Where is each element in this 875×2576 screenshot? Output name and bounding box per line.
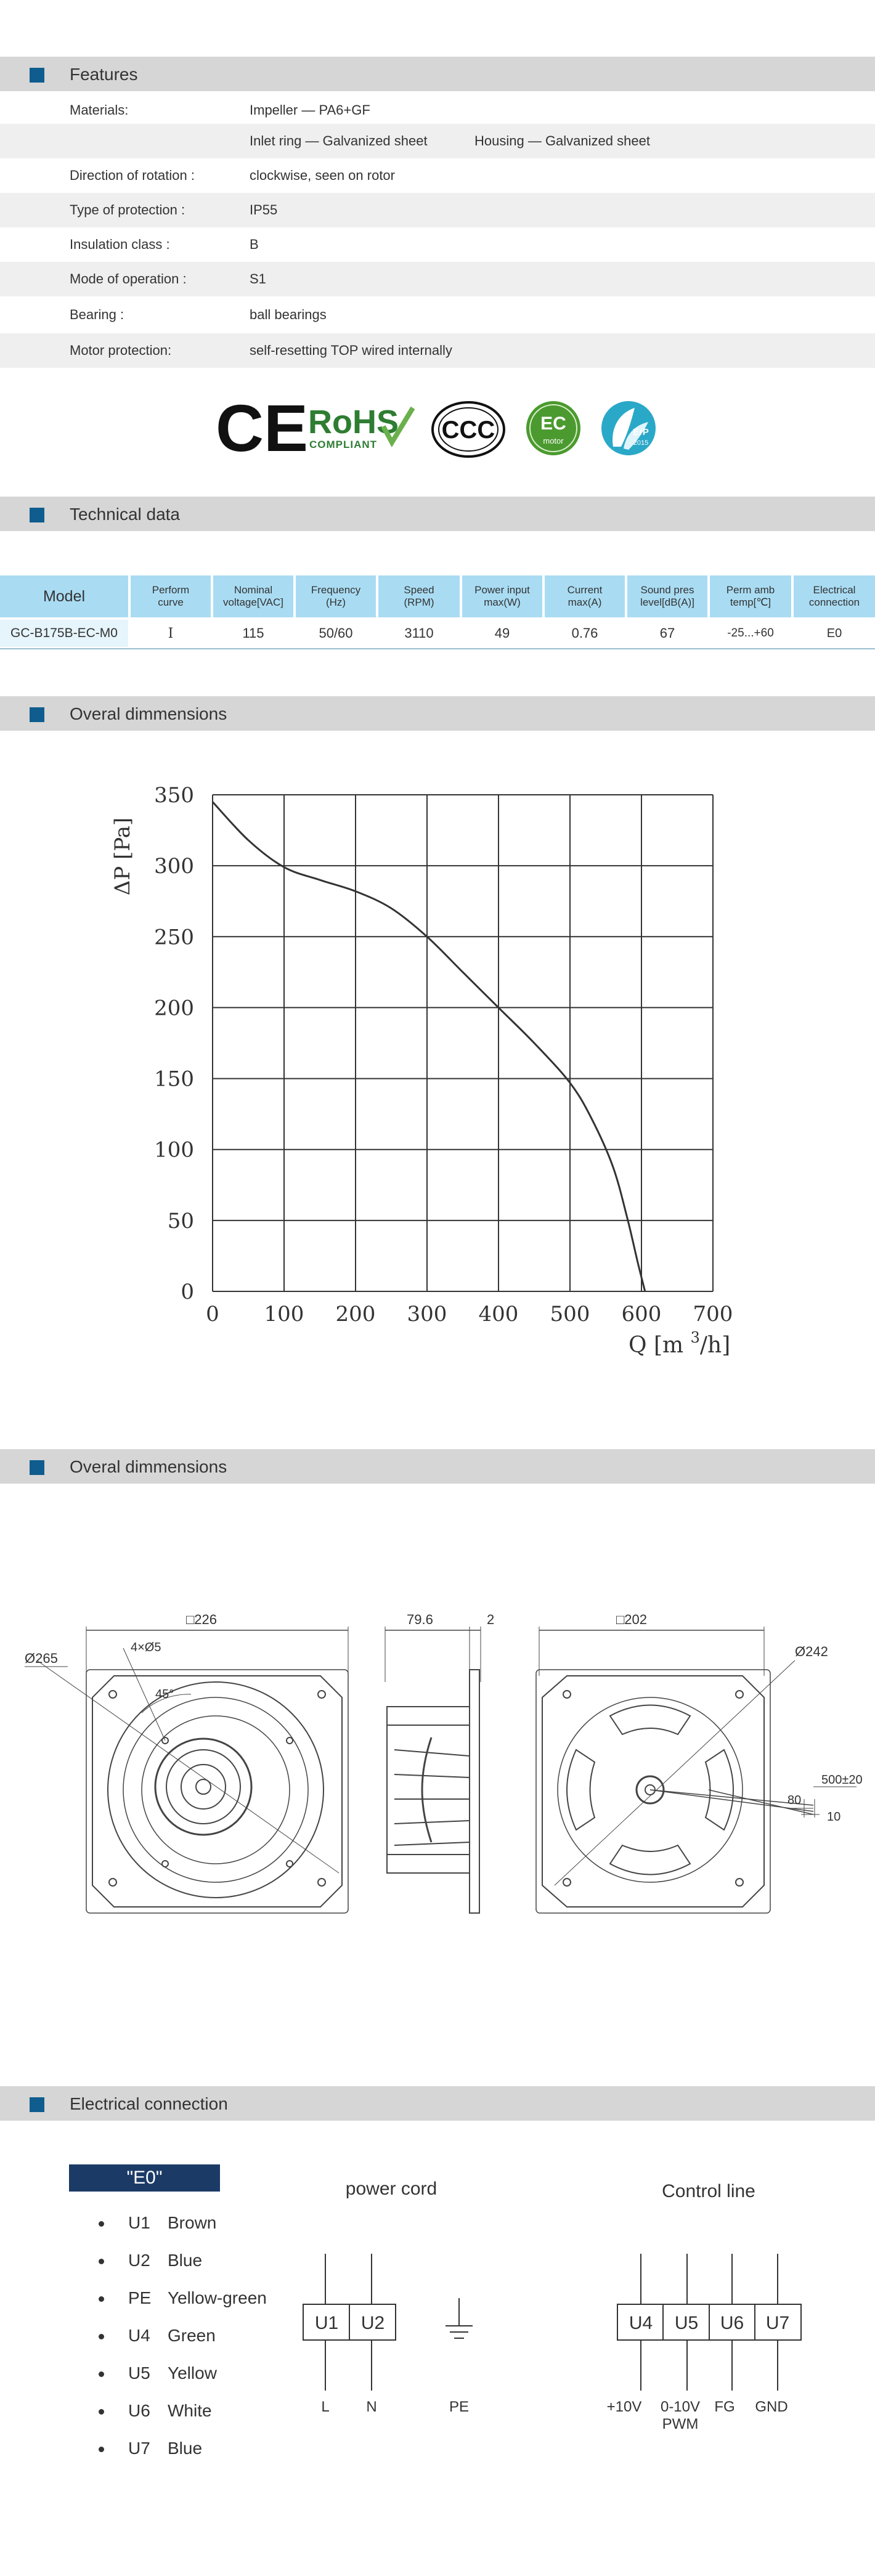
svg-text:CCC: CCC	[441, 416, 495, 444]
label-fg: FG	[714, 2399, 735, 2415]
terminal-u2: U2	[360, 2313, 385, 2333]
feature-value: ball bearings	[250, 307, 327, 322]
y-tick-label: 100	[154, 1137, 194, 1163]
certification-logos	[210, 394, 665, 462]
feature-row	[0, 227, 875, 262]
cable-b-dim: 10	[827, 1810, 841, 1824]
front-view	[25, 1627, 348, 1913]
feature-row	[0, 333, 875, 368]
feature-label: Mode of operation :	[70, 271, 187, 286]
th-speed: Speed (RPM)	[378, 575, 460, 617]
erp-logo	[601, 401, 656, 455]
x-axis-label: Q [m $^3$/h]	[629, 1329, 731, 1358]
label-l: L	[321, 2399, 330, 2415]
terminal-u4: U4	[629, 2313, 653, 2333]
ccc-logo	[433, 402, 504, 457]
wiring-diagram	[283, 2175, 838, 2452]
ce-logo	[216, 394, 308, 462]
feature-label: Materials:	[70, 102, 129, 118]
svg-text:CE: CE	[216, 394, 309, 462]
side-view	[385, 1627, 481, 1913]
control-line-title: Control line	[662, 2181, 755, 2201]
feature-row	[0, 93, 875, 128]
back-width-dim: □202	[616, 1612, 647, 1627]
feature-label: Bearing :	[70, 307, 124, 322]
y-tick-label: 350	[154, 783, 194, 808]
label-pe: PE	[449, 2399, 470, 2415]
y-tick-label: 150	[154, 1067, 194, 1092]
x-tick-label: 400	[478, 1302, 519, 1327]
feature-value-2: Housing — Galvanized sheet	[474, 133, 650, 148]
y-tick-label: 250	[154, 925, 194, 950]
back-view	[536, 1627, 857, 1913]
connection-code-badge: "E0"	[69, 2164, 220, 2192]
section-marker	[30, 1460, 44, 1475]
section-title: Features	[70, 65, 138, 84]
section-title: Overal dimmensions	[70, 1457, 227, 1476]
electrical-header	[0, 2086, 875, 2121]
y-tick-label: 0	[181, 1280, 194, 1304]
back-diameter-dim: Ø242	[795, 1644, 828, 1659]
label-pwm: PWM	[662, 2416, 699, 2432]
td-frequency: 50/60	[319, 625, 353, 641]
cable-a-dim: 80	[788, 1794, 802, 1807]
td-power-input: 49	[494, 625, 510, 641]
x-tick-label: 200	[335, 1302, 376, 1327]
feature-value: clockwise, seen on rotor	[250, 168, 395, 183]
series-line	[213, 802, 645, 1291]
performance-chart	[0, 758, 875, 1399]
section-title: Electrical connection	[70, 2094, 228, 2113]
feature-label: Direction of rotation :	[70, 168, 195, 183]
td-nominal-voltage: 115	[242, 625, 264, 641]
feature-value: IP55	[250, 202, 278, 217]
feature-row	[0, 158, 875, 193]
y-axis-label: ΔP [Pa]	[110, 817, 135, 896]
label-0-10v: 0-10V	[660, 2399, 701, 2415]
svg-text:EC: EC	[540, 413, 566, 434]
td-electrical-connection: E0	[826, 626, 842, 640]
label-n: N	[366, 2399, 377, 2415]
x-tick-labels	[206, 1302, 733, 1327]
y-tick-label: 50	[167, 1208, 194, 1233]
y-tick-label: 300	[154, 854, 194, 879]
cable-length-dim: 500±20	[821, 1773, 863, 1787]
angle-dim: 45°	[155, 1688, 174, 1701]
td-speed: 3110	[404, 625, 434, 641]
terminal-u7: U7	[765, 2313, 790, 2333]
x-tick-label: 600	[621, 1302, 662, 1327]
overall-dimensions-header	[0, 696, 875, 731]
feature-label: Motor protection:	[70, 343, 172, 358]
y-tick-label: 200	[154, 996, 194, 1021]
feature-label: Type of protection :	[70, 202, 185, 217]
features-header	[0, 57, 875, 91]
feature-value: Impeller — PA6+GF	[250, 102, 370, 118]
svg-text:COMPLIANT: COMPLIANT	[309, 439, 378, 450]
section-marker	[30, 707, 44, 722]
feature-row	[0, 262, 875, 296]
x-tick-label: 0	[206, 1302, 219, 1327]
rohs-logo	[308, 404, 413, 450]
side-depth-dim: 79.6	[407, 1612, 433, 1627]
diameter-dim: Ø265	[25, 1651, 58, 1666]
x-tick-label: 500	[550, 1302, 590, 1327]
terminal-u6: U6	[720, 2313, 744, 2333]
th-frequency: Frequency (Hz)	[296, 575, 376, 617]
table-bottom-rule	[0, 648, 875, 649]
dimension-drawing	[0, 1602, 875, 1935]
feature-value: Inlet ring — Galvanized sheet	[250, 133, 428, 148]
th-power-input: Power input max(W)	[462, 575, 542, 617]
x-tick-label: 300	[407, 1302, 447, 1327]
svg-text:motor: motor	[543, 436, 564, 445]
power-cord-title: power cord	[345, 2179, 437, 2199]
td-sound-pressure: 67	[659, 625, 675, 641]
ec-motor-logo	[526, 401, 580, 455]
th-current: Current max(A)	[545, 575, 625, 617]
th-nominal-voltage: Nominal voltage[VAC]	[213, 575, 293, 617]
feature-row	[0, 298, 875, 332]
feature-row	[0, 193, 875, 227]
feature-value: B	[250, 237, 259, 252]
td-ambient-temp: -25...+60	[727, 627, 774, 640]
x-tick-label: 700	[693, 1302, 733, 1327]
td-model: GC-B175B-EC-M0	[10, 626, 118, 640]
side-gap-dim: 2	[487, 1612, 495, 1627]
label-gnd: GND	[755, 2399, 788, 2415]
feature-value: self-resetting TOP wired internally	[250, 343, 452, 358]
feature-label: Insulation class :	[70, 237, 170, 252]
section-title: Overal dimmensions	[70, 704, 227, 723]
th-ambient-temp: Perm amb temp[℃]	[710, 575, 791, 617]
svg-text:RoHS: RoHS	[308, 404, 399, 441]
overall-dimensions-header-2	[0, 1449, 875, 1484]
th-electrical-connection: Electrical connection	[794, 575, 875, 617]
feature-row	[0, 124, 875, 158]
technical-header	[0, 497, 875, 531]
feature-value: S1	[250, 271, 266, 286]
section-title: Technical data	[70, 505, 181, 524]
td-perform-curve: I	[168, 625, 174, 641]
th-model: Model	[0, 575, 128, 617]
y-tick-labels	[154, 783, 194, 1304]
th-perform-curve: Perform curve	[131, 575, 211, 617]
svg-text:ErP: ErP	[633, 427, 649, 437]
terminal-u5: U5	[674, 2313, 699, 2333]
x-tick-label: 100	[264, 1302, 304, 1327]
section-marker	[30, 68, 44, 83]
label-plus10v: +10V	[606, 2399, 642, 2415]
terminal-u1: U1	[314, 2313, 339, 2333]
th-sound-pressure: Sound pres level[dB(A)]	[627, 575, 707, 617]
td-current: 0.76	[571, 625, 598, 641]
holes-dim: 4×Ø5	[131, 1641, 161, 1654]
section-marker	[30, 508, 44, 522]
section-marker	[30, 2097, 44, 2112]
svg-text:2015: 2015	[633, 439, 649, 447]
front-width-dim: □226	[186, 1612, 217, 1627]
